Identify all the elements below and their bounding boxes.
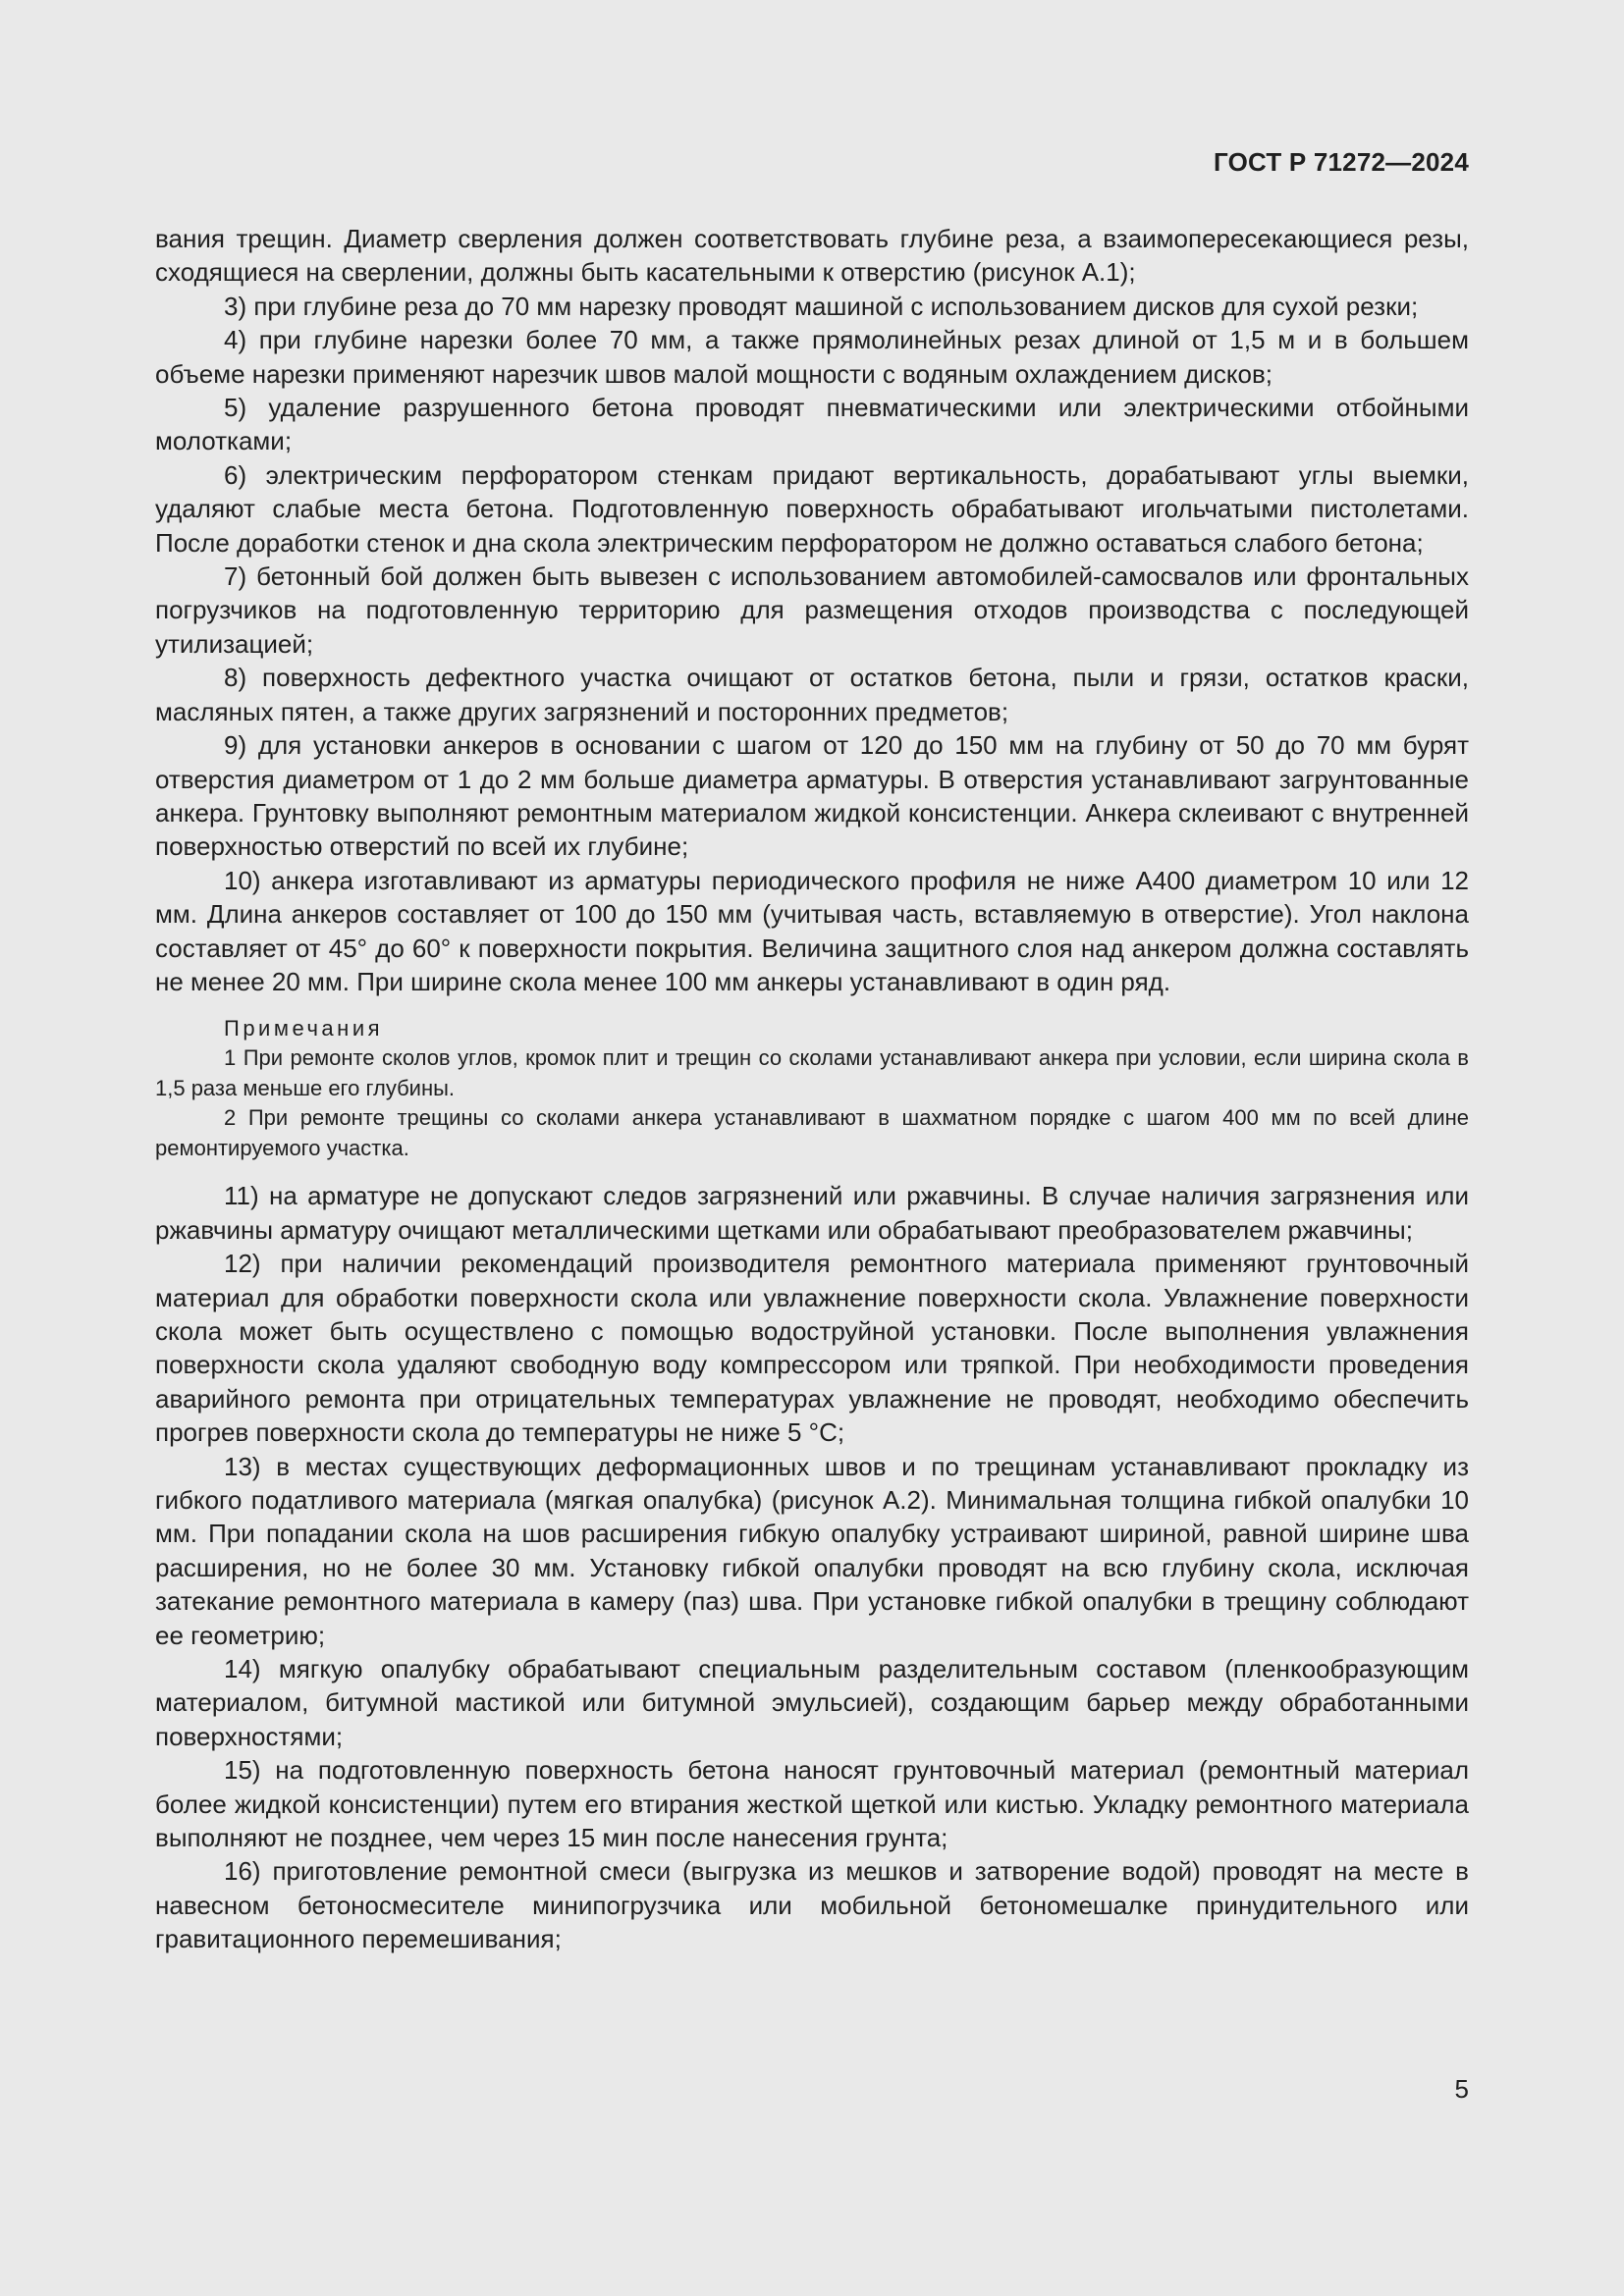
body-paragraph: 3) при глубине реза до 70 мм нарезку проводят машиной с использованием дисков для сухой резки; xyxy=(224,291,1419,321)
body-paragraph: 15) на подготовленную поверхность бетона наносят грунтовочный материал (ремонтный материал более жидкой консистенции) путем его втирания жесткой щеткой или кистью. Укладку ремонтного материала выполняют не позднее, чем через 15 мин после нанесения грунта; xyxy=(155,1755,1469,1853)
paragraph-group-top xyxy=(155,222,1469,998)
page-number: 5 xyxy=(1454,2074,1469,2104)
note-item: 2 При ремонте трещины со сколами анкера устанавливают в шахматном порядке с шагом 400 мм по всей длине ремонтируемого участка. xyxy=(155,1105,1469,1160)
body-paragraph: вания трещин. Диаметр сверления должен соответствовать глубине реза, а взаимопересекающиеся резы, сходящиеся на сверлении, должны быть касательными к отверстию (рисунок А.1); xyxy=(155,224,1469,288)
body-paragraph: 16) приготовление ремонтной смеси (выгрузка из мешков и затворение водой) проводят на месте в навесном бетоносмесителе минипогрузчика или мобильной бетономешалке принудительного или гравитационного перемешивания; xyxy=(155,1856,1469,1954)
body-paragraph: 10) анкера изготавливают из арматуры периодического профиля не ниже А400 диаметром 10 или 12 мм. Длина анкеров составляет от 100 до 150 мм (учитывая часть, вставляемую в отверстие). Угол наклона составляет от 45° до 60° к поверхности покрытия. Величина защитного слоя над анкером должна составлять не менее 20 мм. При ширине скола менее 100 мм анкеры устанавливают в один ряд. xyxy=(155,865,1469,996)
body-paragraph: 4) при глубине нарезки более 70 мм, а также прямолинейных резах длиной от 1,5 м и в большем объеме нарезки применяют нарезчик швов малой мощности с водяным охлаждением дисков; xyxy=(155,325,1469,389)
note-item: 1 При ремонте сколов углов, кромок плит и трещин со сколами устанавливают анкера при условии, если ширина скола в 1,5 раза меньше его глубины. xyxy=(155,1045,1469,1100)
body-paragraph: 7) бетонный бой должен быть вывезен с использованием автомобилей-самосвалов или фронтальных погрузчиков на подготовленную территорию для размещения отходов производства с последующей утилизацией; xyxy=(155,561,1469,659)
page-body xyxy=(155,222,1469,1956)
body-paragraph: 8) поверхность дефектного участка очищают от остатков бетона, пыли и грязи, остатков краски, масляных пятен, а также других загрязнений и посторонних предметов; xyxy=(155,663,1469,726)
body-paragraph: 11) на арматуре не допускают следов загрязнений или ржавчины. В случае наличия загрязнения или ржавчины арматуру очищают металлическими щетками или обрабатывают преобразователем ржавчины; xyxy=(155,1181,1469,1245)
body-paragraph: 14) мягкую опалубку обрабатывают специальным разделительным составом (пленкообразующим материалом, битумной мастикой или битумной эмульсией), создающим барьер между обработанными поверхностями; xyxy=(155,1654,1469,1751)
body-paragraph: 13) в местах существующих деформационных швов и по трещинам устанавливают прокладку из гибкого податливого материала (мягкая опалубка) (рисунок А.2). Минимальная толщина гибкой опалубки 10 мм. При попадании скола на шов расширения гибкую опалубку устраивают шириной, равной ширине шва расширения, но не более 30 мм. Установку гибкой опалубки проводят на всю глубину скола, исключая затекание ремонтного материала в камеру (паз) шва. При установке гибкой опалубки в трещину соблюдают ее геометрию; xyxy=(155,1451,1469,1650)
body-paragraph: 6) электрическим перфоратором стенкам придают вертикальность, дорабатывают углы выемки, удаляют слабые места бетона. Подготовленную поверхность обрабатывают игольчатыми пистолетами. После доработки стенок и дна скола электрическим перфоратором не должно оставаться слабого бетона; xyxy=(155,459,1469,558)
body-paragraph: 12) при наличии рекомендаций производителя ремонтного материала применяют грунтовочный материал для обработки поверхности скола или увлажнение поверхности скола. Увлажнение поверхности скола может быть осуществлено с помощью водоструйной установки. После выполнения увлажнения поверхности скола удаляют свободную воду компрессором или тряпкой. При необходимости проведения аварийного ремонта при отрицательных температурах увлажнение не проводят, необходимо обеспечить прогрев поверхности скола до температуры не ниже 5 °С; xyxy=(155,1249,1469,1448)
body-paragraph: 5) удаление разрушенного бетона проводят пневматическими или электрическими отбойными молотками; xyxy=(155,393,1469,456)
standard-code-header: ГОСТ Р 71272—2024 xyxy=(1214,147,1469,177)
notes-title: Примечания xyxy=(224,1016,384,1041)
body-paragraph: 9) для установки анкеров в основании с шагом от 120 до 150 мм на глубину от 50 до 70 мм бурят отверстия диаметром от 1 до 2 мм больше диаметра арматуры. В отверстия устанавливают загрунтованные анкера. Грунтовку выполняют ремонтным материалом жидкой консистенции. Анкера склеивают с внутренней поверхностью отверстий по всей их глубине; xyxy=(155,730,1469,862)
paragraph-group-bottom xyxy=(155,1179,1469,1955)
notes-block xyxy=(155,1014,1469,1163)
